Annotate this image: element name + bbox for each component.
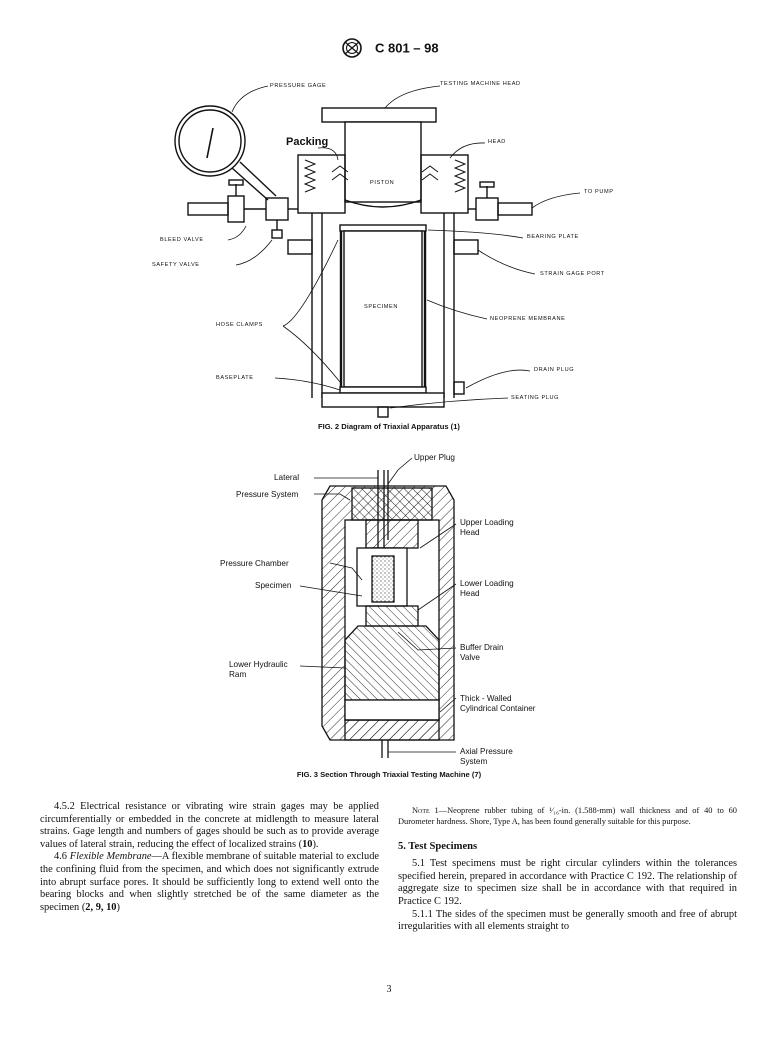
label-drain-plug: DRAIN PLUG [534,367,575,373]
label-thick-walled-container: Thick - Walled Cylindrical Container [460,694,536,713]
label-strain-gage-port: STRAIN GAGE PORT [540,271,605,277]
label-specimen: SPECIMEN [364,304,399,310]
label-piston: PISTON [370,180,395,186]
label-bearing-plate: BEARING PLATE [527,234,579,240]
figure-2-caption: FIG. 2 Diagram of Triaxial Apparatus (1) [318,422,460,431]
right-column [398,806,737,934]
note-1: Note 1—Neoprene rubber tubing of ¹⁄₁₆-in. (1.588-mm) wall thickness and of 40 to 60 Durometer hardness. Shore, Type A, has been found generally suitable for this purpose. [398,806,737,826]
figure-3-caption: FIG. 3 Section Through Triaxial Testing Machine (7) [296,770,482,779]
label-pressure-system: Pressure System [236,490,299,499]
label-head: HEAD [488,139,506,145]
label-buffer-drain-valve: Buffer Drain Valve [460,643,504,662]
label-axial-pressure-system: Axial Pressure System [460,747,513,766]
left-column [40,801,379,914]
label-safety-valve: SAFETY VALVE [152,262,200,268]
label-neoprene-membrane: NEOPRENE MEMBRANE [490,316,566,322]
section-5-body [398,858,737,934]
label-to-pump: TO PUMP [584,189,614,195]
label-hose-clamps: HOSE CLAMPS [216,322,264,328]
paragraph-5-1-1: 5.1.1 The sides of the specimen must be generally smooth and free of abrupt irregularities with all elements straight to [398,908,737,933]
label-lower-hydraulic-ram: Lower Hydraulic Ram [229,660,288,679]
section-heading-5: 5. Test Specimens [398,841,478,853]
label-pressure-chamber: Pressure Chamber [220,559,289,568]
label-upper-plug: Upper Plug [414,453,455,462]
label-testing-machine-head: TESTING MACHINE HEAD [440,81,521,87]
page-number: 3 [386,984,392,995]
paragraph-5-1: 5.1 Test specimens must be right circular cylinders within the tolerances specified herein, prepared in accordance with Practice C 192. The relationship of aggregate size to specimen size shall be in accordance with that required in Practice C 192. [398,858,737,907]
label-pressure-gage: PRESSURE GAGE [270,83,327,89]
label-lateral: Lateral [274,473,300,482]
document-designation: C 801 – 98 [375,40,439,56]
label-packing: Packing [286,136,329,148]
label-bleed-valve: BLEED VALVE [160,237,204,243]
label-seating-plug: SEATING PLUG [511,395,560,401]
label-upper-loading-head: Upper Loading Head [460,518,514,537]
label-lower-loading-head: Lower Loading Head [460,579,514,598]
paragraph-4-5-2: 4.5.2 Electrical resistance or vibrating wire strain gages may be applied circumferentially or embedded in the concrete at midlength to measure lateral strains. Gage length and numbers of gages should be such as to provide average values of lateral strain, reducing the effect of localized strains (10). [40,801,379,850]
paragraph-4-6: 4.6 Flexible Membrane—A flexible membrane of suitable material to exclude the confining fluid from the specimen, and which does not significantly extrude into abrupt surface pores. It should be sufficiently long to extend well onto the bearing blocks and when slightly stretched be of the same diameter as the specimen (2, 9, 10) [40,851,379,913]
label-baseplate: BASEPLATE [216,375,254,381]
label-specimen-fig3: Specimen [255,581,292,590]
